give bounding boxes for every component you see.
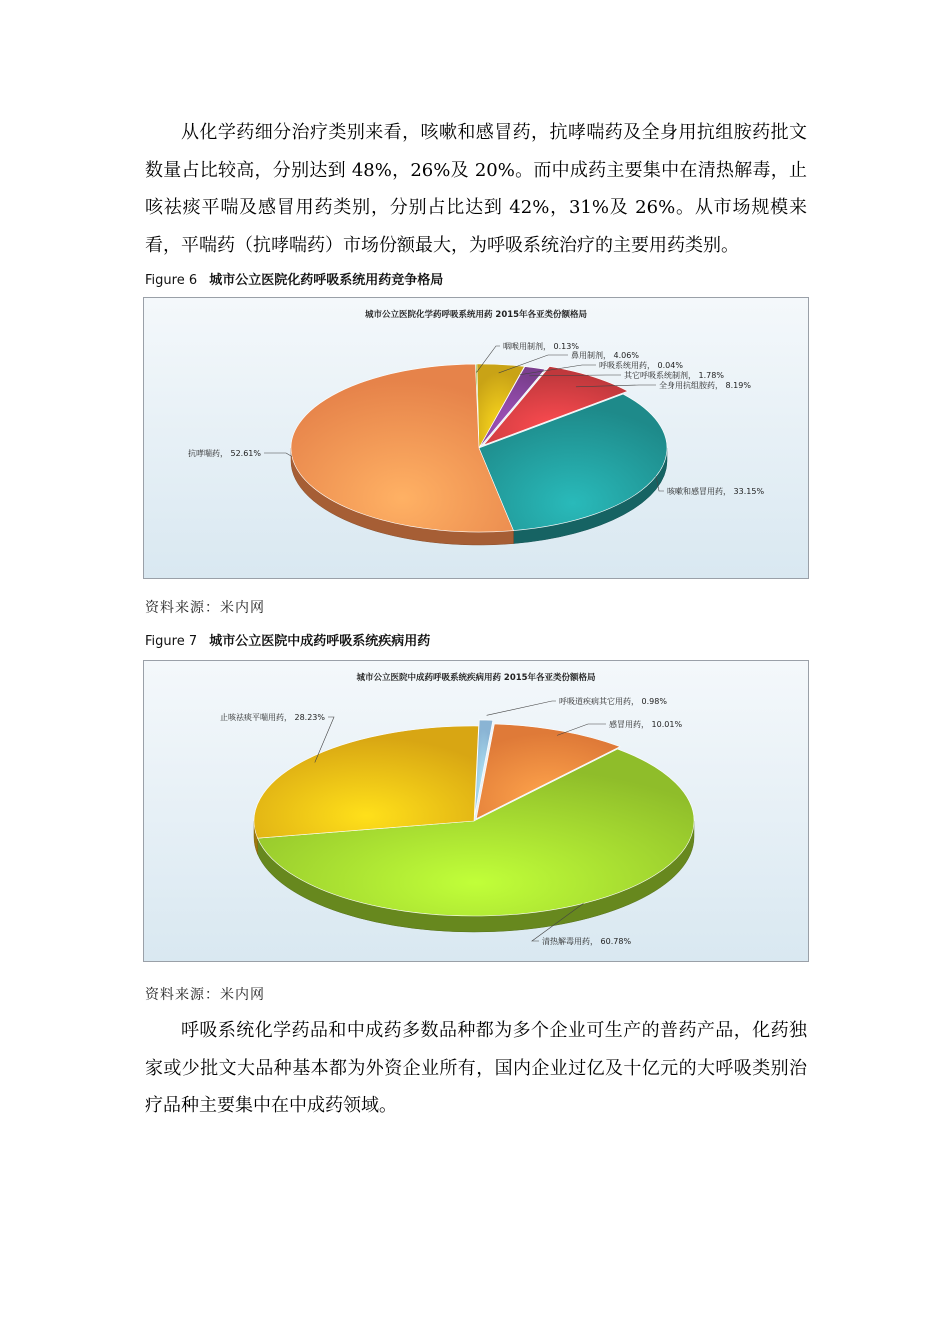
pie-top-group	[254, 720, 694, 916]
slice-3-top	[254, 726, 479, 838]
chart-title: 城市公立医院中成药呼吸系统疾病用药 2015年各亚类份额格局	[356, 673, 596, 683]
chart1-svg	[144, 298, 808, 578]
slice-0-leader	[487, 701, 556, 715]
pie-top-group	[291, 364, 667, 532]
closing-paragraph: 呼吸系统化学药品和中成药多数品种都为多个企业可生产的普药产品，化药独家或少批文大品种基本都为外资企业所有，国内企业过亿及十亿元的大呼吸类别治疗品种主要集中在中成药领域。	[145, 1020, 807, 1116]
slice-5-label: 咳嗽和感冒用药， 33.15%	[667, 487, 765, 496]
source-note-1: 资料来源：米内网	[145, 600, 265, 616]
slice-2-label: 清热解毒用药， 60.78%	[542, 937, 632, 946]
chart-title: 城市公立医院化学药呼吸系统用药 2015年各亚类份额格局	[364, 310, 588, 320]
figure6-number: Figure 6	[145, 273, 198, 288]
chart2-frame	[143, 660, 809, 962]
slice-3-label: 其它呼吸系统制剂， 1.78%	[624, 371, 724, 380]
slice-0-label: 呼吸道疾病其它用药， 0.98%	[559, 697, 667, 706]
slice-0-label: 咽喉用制剂， 0.13%	[503, 342, 579, 351]
chart1-frame	[143, 297, 809, 579]
figure6-title: 城市公立医院化药呼吸系统用药竞争格局	[209, 273, 444, 288]
slice-4-label: 全身用抗组胺药， 8.19%	[659, 381, 751, 390]
figure7-number: Figure 7	[145, 634, 198, 649]
source-note-2: 资料来源：米内网	[145, 987, 265, 1003]
slice-3-label: 止咳祛痰平喘用药， 28.23%	[219, 713, 325, 722]
slice-6-leader	[264, 453, 292, 457]
slice-1-label: 鼻用制剂， 4.06%	[571, 351, 639, 360]
figure7-title: 城市公立医院中成药呼吸系统疾病用药	[209, 634, 431, 649]
slice-1-label: 感冒用药， 10.01%	[609, 720, 683, 729]
figure7-caption	[145, 630, 430, 649]
intro-paragraph: 从化学药细分治疗类别来看，咳嗽和感冒药，抗哮喘药及全身用抗组胺药批文数量占比较高，分别达到 48%，26%及 20%。而中成药主要集中在清热解毒，止咳祛痰平喘及感冒用药类别，分别占比达到 42%，31%及 26%。从市场规模来看，平喘药（抗哮喘药）市场份额最大，为呼吸系统治疗的主要用药类别。	[145, 122, 807, 256]
slice-6-label: 抗哮喘药， 52.61%	[187, 449, 261, 458]
slice-2-label: 呼吸系统用药， 0.04%	[599, 361, 683, 370]
chart2-svg	[144, 661, 808, 961]
figure6-caption	[145, 269, 443, 288]
